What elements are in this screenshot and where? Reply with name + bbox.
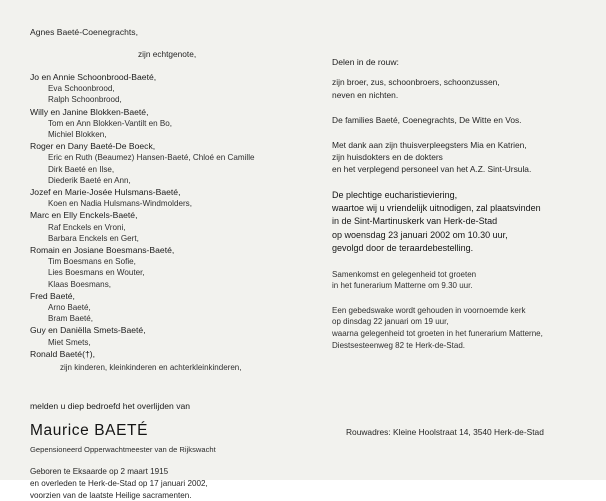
family-head: Roger en Dany Baeté-De Boeck, [30, 141, 156, 152]
mourning-line: neven en nichten. [332, 89, 399, 100]
family-child: Tim Boesmans en Sofie, [48, 257, 136, 267]
family-head: Ronald Baeté(†), [30, 348, 95, 359]
deceased-name: Maurice BAETÉ [30, 422, 149, 440]
thanks-line: zijn huisdokters en de dokters [332, 152, 443, 163]
family-group [30, 71, 310, 106]
family-head: Romain en Josiane Boesmans-Baeté, [30, 245, 175, 256]
family-child: Raf Enckels en Vroni, [48, 222, 126, 232]
announcement-line: melden u diep bedroefd het overlijden van [30, 401, 191, 412]
mourning-line: zijn broer, zus, schoonbroers, schoonzussen, [332, 77, 500, 88]
vigil-line: Diestsesteenweg 82 te Herk-de-Stad. [332, 340, 465, 350]
family-child: Tom en Ann Blokken-Vantilt en Bo, [48, 118, 173, 128]
family-child: Ralph Schoonbrood, [48, 95, 122, 105]
family-child: Klaas Boesmans, [48, 279, 111, 289]
gathering-block [332, 269, 578, 292]
family-head: Marc en Elly Enckels-Baeté, [30, 210, 138, 221]
family-child: Bram Baeté, [48, 314, 93, 324]
service-line: gevolgd door de teraardebestelling. [332, 243, 474, 254]
mourning-header: Delen in de rouw: [332, 57, 399, 67]
service-line: De plechtige eucharistieviering, [332, 189, 458, 200]
family-head: Jozef en Marie-Josée Hulsmans-Baeté, [30, 187, 181, 198]
deceased-death-line: en overleden te Herk-de-Stad op 17 januari 2002, [30, 479, 208, 489]
family-group [30, 186, 310, 209]
family-group [30, 348, 310, 360]
service-line: waartoe wij u vriendelijk uitnodigen, zal plaatsvinden [332, 203, 541, 214]
vigil-block [332, 305, 578, 351]
family-group [30, 290, 310, 325]
family-group [30, 209, 310, 244]
service-block [332, 189, 578, 256]
mourning-relatives [332, 76, 578, 100]
right-column-content [332, 26, 578, 351]
vigil-line: Een gebedswake wordt gehouden in voornoemde kerk [332, 305, 526, 315]
family-child: Eric en Ruth (Beaumez) Hansen-Baeté, Chloé en Camille [48, 153, 255, 163]
deceased-birth-line: Geboren te Eksaarde op 2 maart 1915 [30, 467, 169, 477]
family-head: Guy en Daniëlla Smets-Baeté, [30, 325, 146, 336]
family-head: Jo en Annie Schoonbrood-Baeté, [30, 72, 157, 82]
gathering-line: in het funerarium Matterne om 9.30 uur. [332, 281, 473, 291]
deceased-role: Gepensioneerd Opperwachtmeester van de Rijkswacht [30, 445, 216, 455]
spouse-name: Agnes Baeté-Coenegrachts, [30, 27, 138, 37]
thanks-line: Met dank aan zijn thuisverpleegsters Mia en Katrien, [332, 140, 527, 151]
family-child: Miet Smets, [48, 337, 91, 347]
family-head: Willy en Janine Blokken-Baeté, [30, 106, 149, 117]
families-line: De families Baeté, Coenegrachts, De Witte en Vos. [332, 114, 522, 125]
right-column [324, 26, 578, 460]
family-child: Diederik Baeté en Ann, [48, 175, 131, 185]
thanks-block [332, 139, 578, 176]
family-group [30, 106, 310, 141]
family-group [30, 244, 310, 290]
family-child: Barbara Enckels en Gert, [48, 233, 139, 243]
family-child: Koen en Nadia Hulsmans-Windmolders, [48, 199, 192, 209]
descendants-note: zijn kinderen, kleinkinderen en achterkleinkinderen, [60, 363, 242, 373]
mourning-families [332, 114, 578, 126]
condolence-address: Rouwadres: Kleine Hoolstraat 14, 3540 Herk-de-Stad [346, 427, 544, 437]
family-child: Arno Baeté, [48, 303, 91, 313]
family-child: Michiel Blokken, [48, 130, 107, 140]
family-child: Dirk Baeté en Ilse, [48, 164, 115, 174]
family-child: Eva Schoonbrood, [48, 84, 115, 94]
deceased-sacraments-line: voorzien van de laatste Heilige sacramenten. [30, 490, 192, 500]
service-line: op woensdag 23 januari 2002 om 10.30 uur, [332, 229, 508, 240]
vigil-line: waarna gelegenheid tot groeten in het funerarium Matterne, [332, 329, 543, 339]
family-group [30, 140, 310, 186]
family-child: Lies Boesmans en Wouter, [48, 268, 145, 278]
vigil-line: op dinsdag 22 januari om 19 uur, [332, 317, 449, 327]
family-head: Fred Baeté, [30, 290, 75, 301]
thanks-line: en het verplegend personeel van het A.Z. Sint-Ursula. [332, 164, 532, 175]
left-column [30, 26, 324, 500]
family-group [30, 324, 310, 347]
service-line: in de Sint-Martinuskerk van Herk-de-Stad [332, 216, 498, 227]
spouse-label: zijn echtgenote, [138, 49, 197, 59]
gathering-line: Samenkomst en gelegenheid tot groeten [332, 269, 477, 279]
